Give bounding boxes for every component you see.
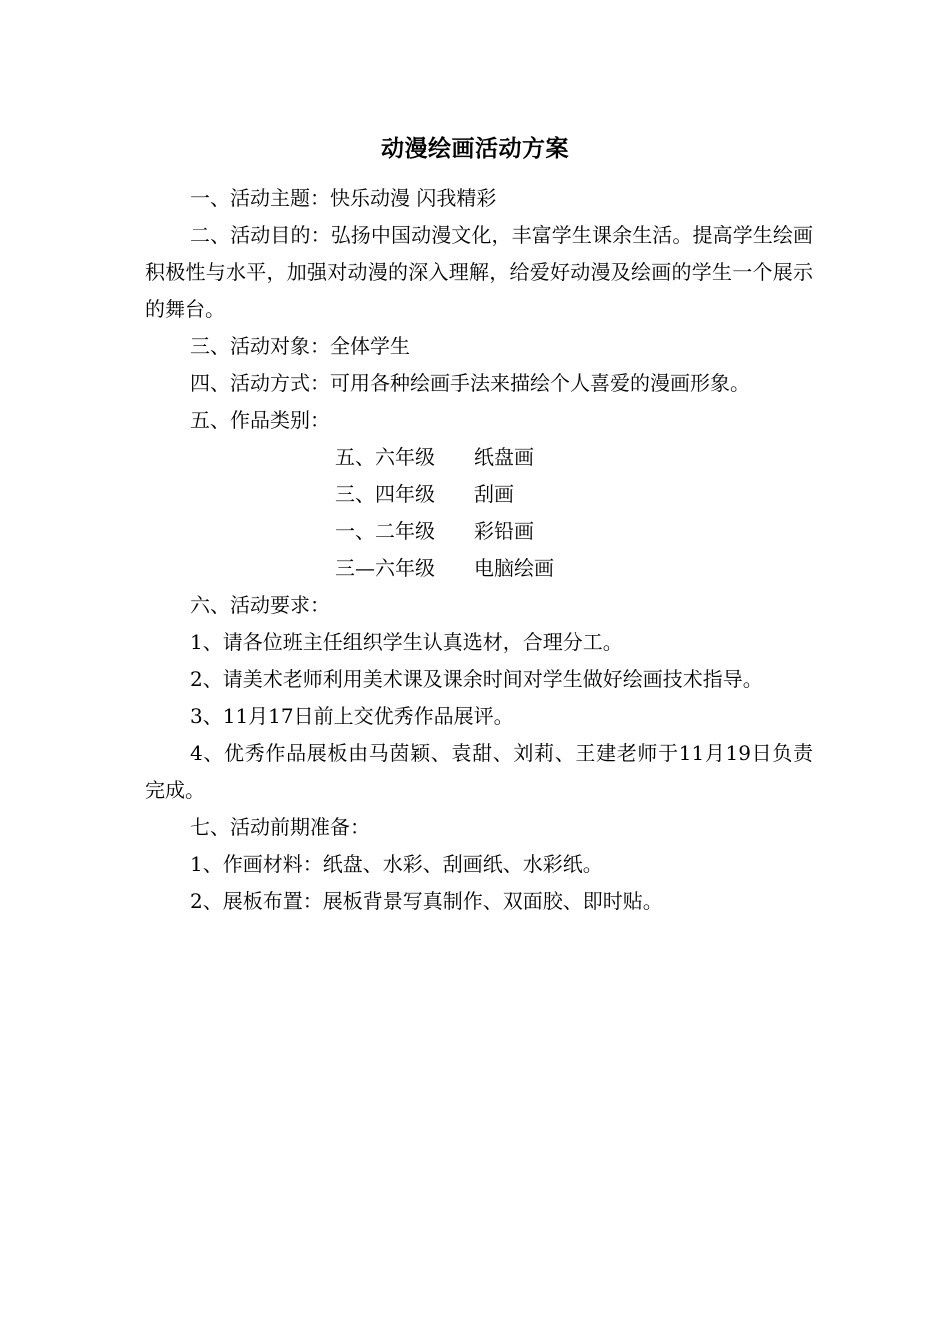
category-grade: 五、六年级 bbox=[335, 445, 435, 469]
category-row bbox=[145, 476, 813, 513]
category-type: 刮画 bbox=[474, 482, 514, 506]
theme-paragraph: 一、活动主题：快乐动漫 闪我精彩 bbox=[190, 186, 497, 210]
requirements-heading: 六、活动要求： bbox=[190, 593, 330, 617]
purpose-paragraph: 二、活动目的：弘扬中国动漫文化，丰富学生课余生活。提高学生绘画积极性与水平，加强对动漫的深入理解，给爱好动漫及绘画的学生一个展示的舞台。 bbox=[145, 223, 813, 321]
category-grade: 三、四年级 bbox=[335, 482, 435, 506]
category-row bbox=[145, 439, 813, 476]
preparation-heading: 七、活动前期准备： bbox=[190, 815, 370, 839]
document-title: 动漫绘画活动方案 bbox=[381, 135, 569, 162]
category-type: 纸盘画 bbox=[474, 445, 534, 469]
category-grade: 三—六年级 bbox=[335, 556, 435, 580]
requirement-item: 3、11月17日前上交优秀作品展评。 bbox=[190, 704, 514, 728]
document-body bbox=[145, 180, 813, 920]
audience-paragraph: 三、活动对象：全体学生 bbox=[190, 334, 410, 358]
categories-heading: 五、作品类别： bbox=[190, 408, 330, 432]
requirement-item: 2、请美术老师利用美术课及课余时间对学生做好绘画技术指导。 bbox=[190, 667, 763, 691]
category-row bbox=[145, 513, 813, 550]
category-grade: 一、二年级 bbox=[335, 519, 435, 543]
requirement-item: 1、请各位班主任组织学生认真选材，合理分工。 bbox=[190, 630, 623, 654]
requirement-item: 4、优秀作品展板由马茵颖、袁甜、刘莉、王建老师于11月19日负责完成。 bbox=[145, 741, 813, 802]
category-row bbox=[145, 550, 813, 587]
preparation-item: 1、作画材料：纸盘、水彩、刮画纸、水彩纸。 bbox=[190, 852, 603, 876]
method-paragraph: 四、活动方式：可用各种绘画手法来描绘个人喜爱的漫画形象。 bbox=[190, 371, 750, 395]
preparation-item: 2、展板布置：展板背景写真制作、双面胶、即时贴。 bbox=[190, 889, 663, 913]
category-type: 电脑绘画 bbox=[474, 556, 554, 580]
category-type: 彩铅画 bbox=[474, 519, 534, 543]
